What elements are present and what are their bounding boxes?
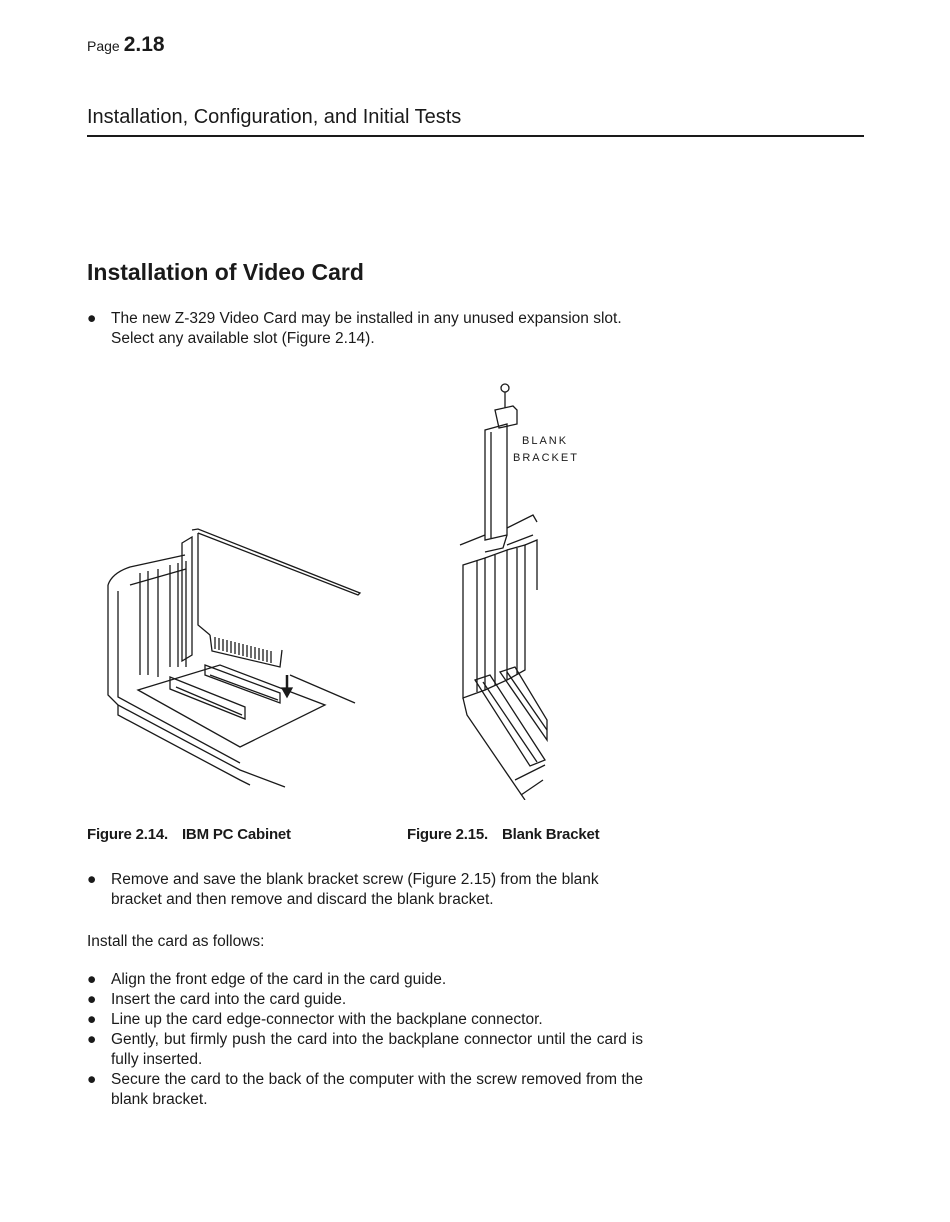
bullet-dot-icon: ● — [87, 1031, 97, 1048]
page-prefix: Page — [87, 38, 120, 54]
page-number-value: 2.18 — [123, 33, 165, 56]
figure-2-14-number: Figure 2.14. — [87, 826, 168, 843]
bullet-dot-icon: ● — [87, 871, 97, 888]
bullet-dot-icon: ● — [87, 1011, 97, 1028]
figure-2-14-caption — [87, 826, 291, 843]
figure-2-15-caption — [407, 826, 599, 843]
bullet-dot-icon: ● — [87, 991, 97, 1008]
step-text: Line up the card edge-connector with the backplane connector. — [111, 1011, 543, 1028]
bullet-dot-icon: ● — [87, 971, 97, 988]
intro-bullet-text: The new Z-329 Video Card may be installed in any unused expansion slot. Select any available slot (Figure 2.14). — [111, 310, 622, 347]
header-rule — [87, 135, 864, 137]
bracket-label: BRACKET — [513, 452, 579, 464]
page-number — [87, 33, 165, 57]
ibm-pc-cabinet-illustration — [100, 525, 370, 790]
blank-bracket-illustration — [455, 380, 595, 800]
blank-label: BLANK — [522, 435, 569, 447]
step-text: Gently, but firmly push the card into the backplane connector until the card is fully inserted. — [111, 1031, 643, 1068]
section-title: Installation of Video Card — [87, 259, 364, 285]
figure-2-15-number: Figure 2.15. — [407, 826, 488, 843]
running-head: Installation, Configuration, and Initial Tests — [87, 106, 462, 128]
install-intro: Install the card as follows: — [87, 933, 265, 950]
bullet-dot-icon: ● — [87, 310, 97, 327]
bullet-dot-icon: ● — [87, 1071, 97, 1088]
remove-bullet-text: Remove and save the blank bracket screw (Figure 2.15) from the blank bracket and then remove and discard the blank bracket. — [111, 871, 599, 908]
step-text: Align the front edge of the card in the card guide. — [111, 971, 447, 988]
step-text: Secure the card to the back of the computer with the screw removed from the blank bracket. — [111, 1071, 643, 1108]
figure-2-14-title: IBM PC Cabinet — [181, 826, 291, 843]
step-text: Insert the card into the card guide. — [111, 991, 347, 1008]
screw-icon — [501, 384, 509, 392]
figure-2-15-title: Blank Bracket — [501, 826, 600, 843]
